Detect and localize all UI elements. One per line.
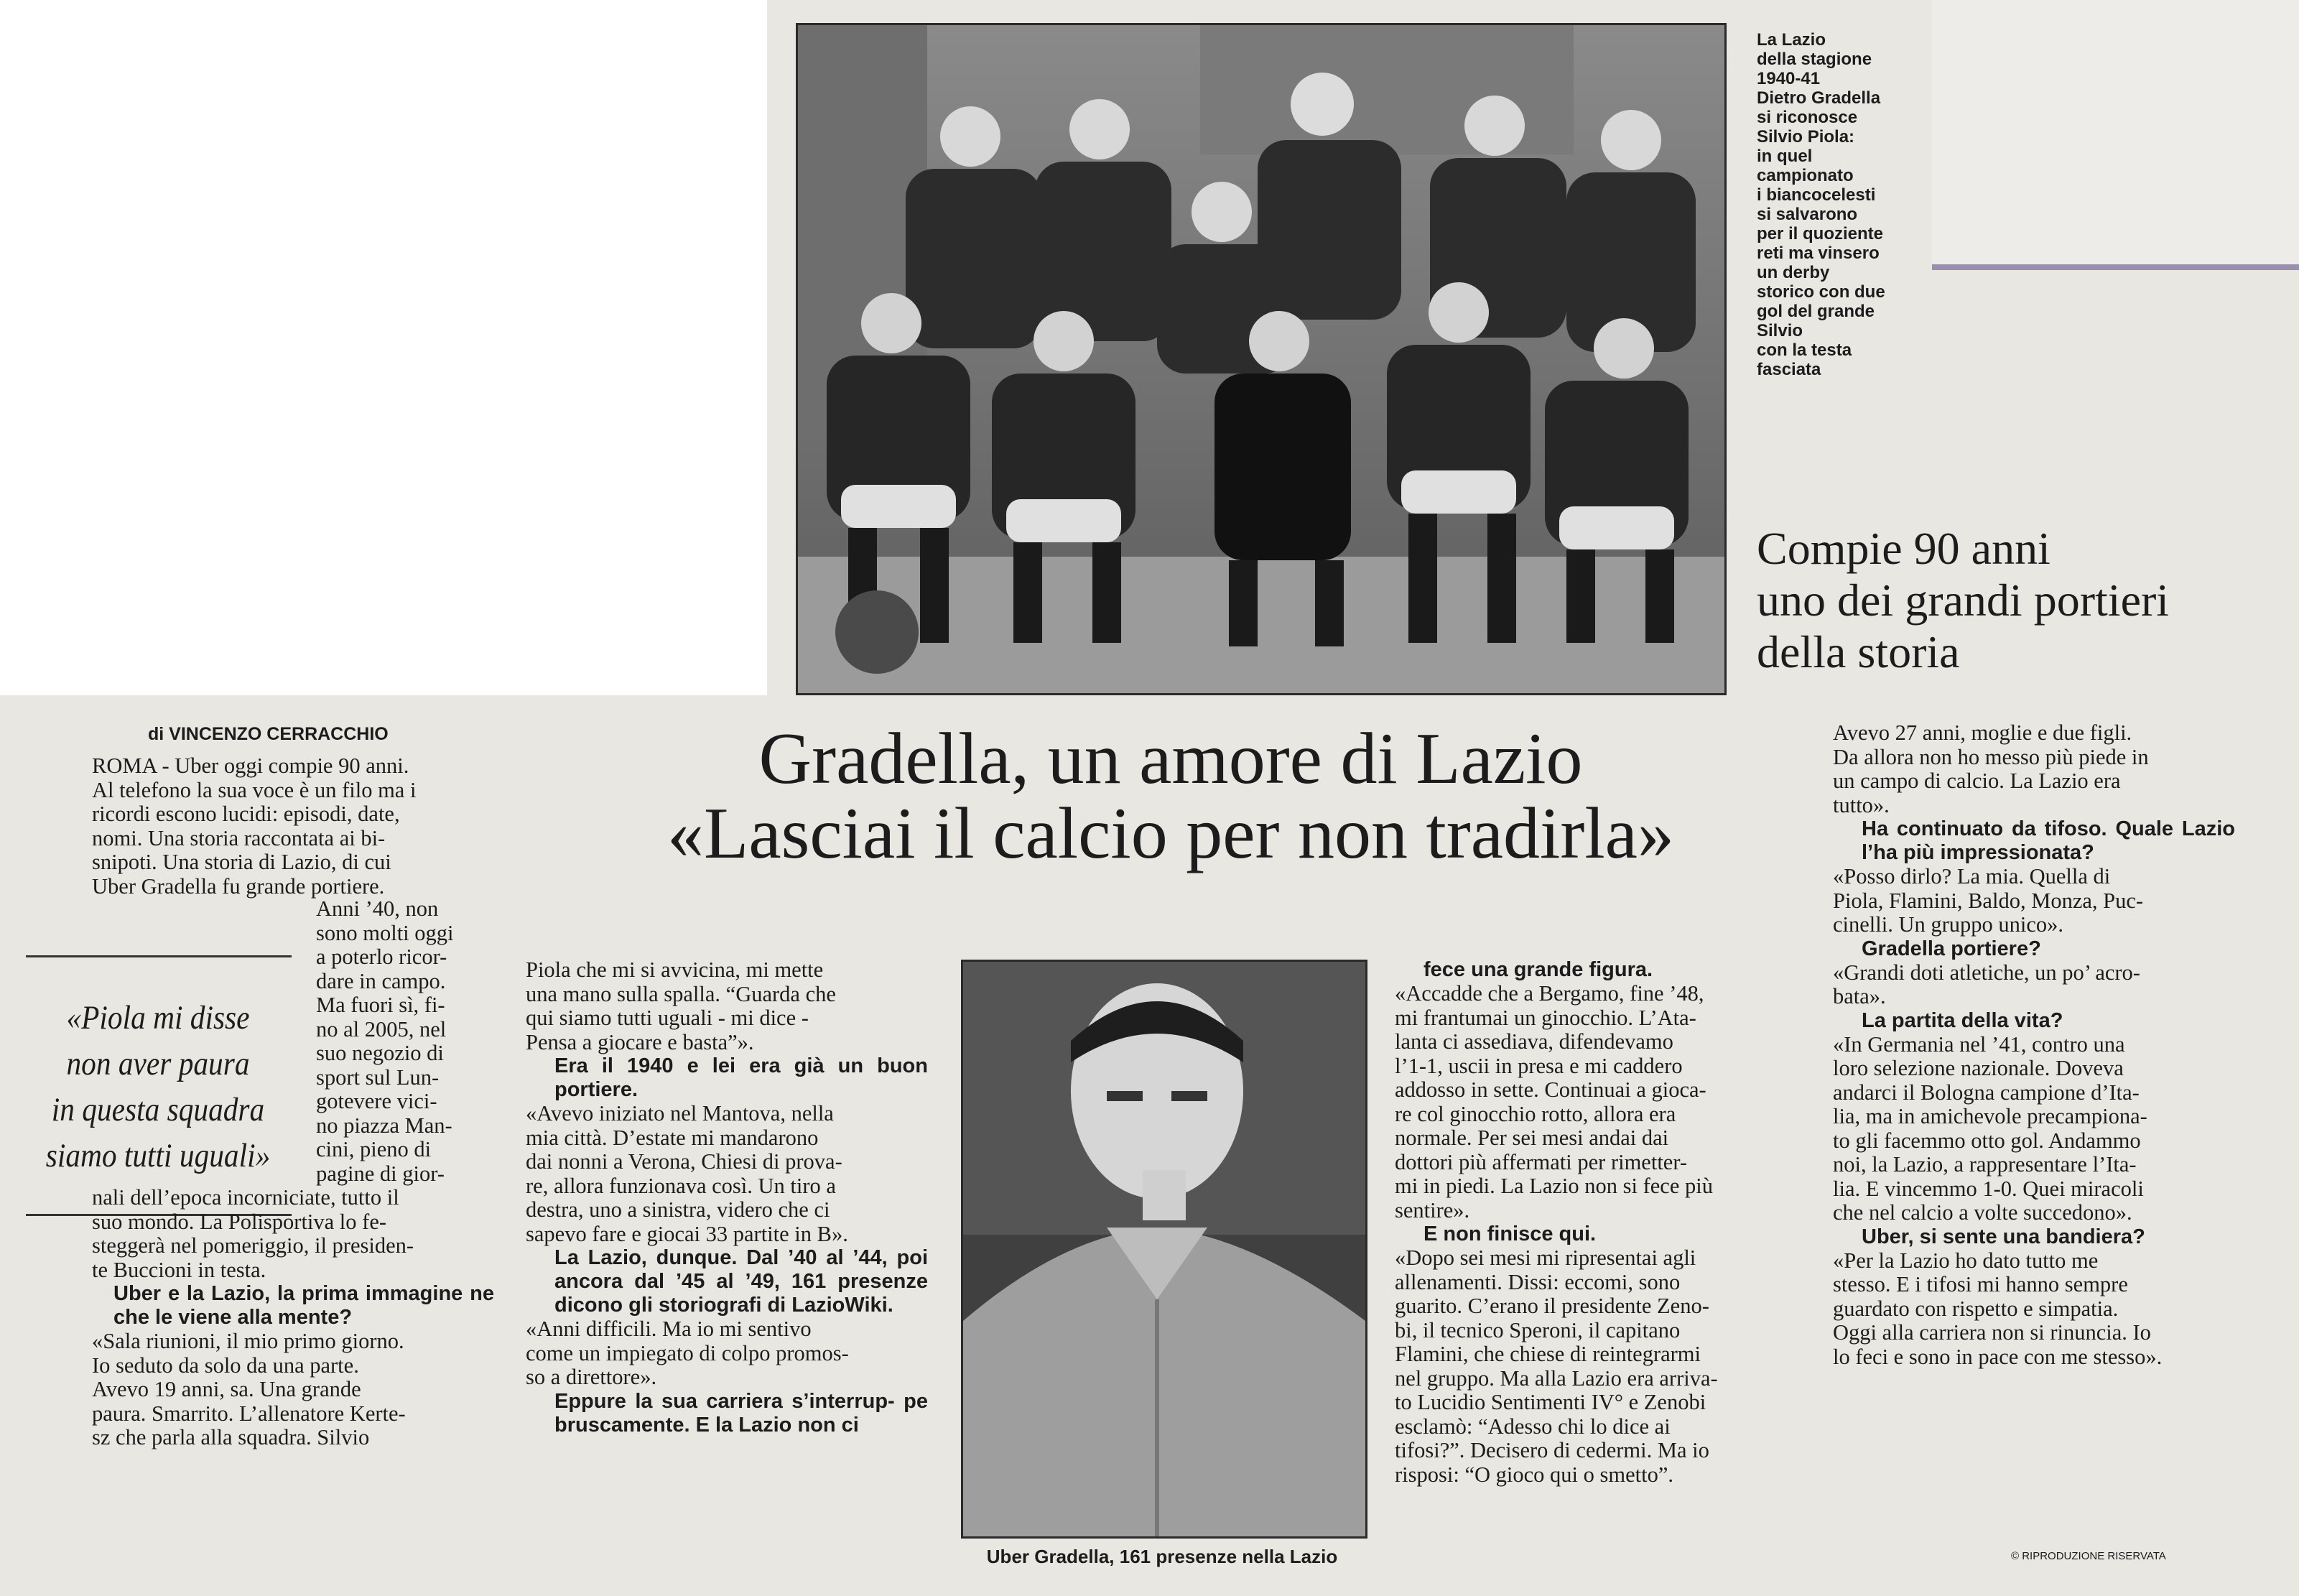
text-line: steggerà nel pomeriggio, il presiden- bbox=[92, 1233, 414, 1258]
text-line: lanta ci assediava, difendevamo bbox=[1395, 1029, 1673, 1054]
text-line: pagine di gior- bbox=[316, 1161, 445, 1186]
caption-line: 1940-41 bbox=[1757, 69, 1821, 88]
caption-line: Silvio bbox=[1757, 321, 1803, 340]
caption-line: un derby bbox=[1757, 263, 1830, 282]
interview-question: Era il 1940 e lei era già un buon portiere. bbox=[554, 1054, 928, 1101]
text-line: lo feci e sono in pace con me stesso». bbox=[1833, 1344, 2163, 1369]
text-line: allenamenti. Dissi: eccomi, sono bbox=[1395, 1269, 1681, 1294]
text-line: «Per la Lazio ho dato tutto me bbox=[1833, 1248, 2099, 1273]
text-line: Al telefono la sua voce è un filo ma i bbox=[92, 777, 417, 802]
text-line: nomi. Una storia raccontata ai bi- bbox=[92, 825, 386, 850]
text-line: dare in campo. bbox=[316, 968, 446, 993]
text-line: dottori più affermati per rimetter- bbox=[1395, 1149, 1688, 1174]
text-line: risposi: “O gioco qui o smetto”. bbox=[1395, 1462, 1673, 1487]
text-line: sono molti oggi bbox=[316, 920, 454, 945]
text-line: cinelli. Un gruppo unico». bbox=[1833, 912, 2064, 937]
text-line: nel gruppo. Ma alla Lazio era arriva- bbox=[1395, 1365, 1718, 1391]
clipping-right-top-paper bbox=[1932, 0, 2299, 264]
column-1-top bbox=[92, 754, 494, 899]
caption-line: reti ma vinsero bbox=[1757, 243, 1880, 263]
column-3 bbox=[1395, 958, 1796, 1487]
text-line: sapevo fare e giocai 33 partite in B». bbox=[526, 1221, 848, 1246]
text-line: un campo di calcio. La Lazio era bbox=[1833, 769, 2121, 793]
text-line: mi frantumai un ginocchio. L’Ata- bbox=[1395, 1005, 1696, 1030]
text-line: so a direttore». bbox=[526, 1365, 657, 1389]
pull-quote-top-rule bbox=[26, 955, 292, 957]
text-line: ROMA - Uber oggi compie 90 anni. bbox=[92, 753, 409, 778]
caption-line: Silvio Piola: bbox=[1757, 127, 1855, 147]
caption-line: La Lazio bbox=[1757, 30, 1826, 50]
text-line: Uber Gradella fu grande portiere. bbox=[92, 873, 385, 899]
text-line: lia, ma in amichevole precampiona- bbox=[1833, 1104, 2147, 1128]
column-1-narrow bbox=[316, 897, 494, 1186]
text-line: mi in piedi. La Lazio non si fece più bbox=[1395, 1174, 1713, 1198]
interview-question: La partita della vita? bbox=[1862, 1008, 2063, 1032]
text-line: sz che parla alla squadra. Silvio bbox=[92, 1425, 370, 1449]
team-photo bbox=[796, 23, 1727, 695]
caption-line: in quel bbox=[1757, 147, 1813, 166]
text-line: sport sul Lun- bbox=[316, 1064, 440, 1090]
text-line: suo mondo. La Polisportiva lo fe- bbox=[92, 1209, 387, 1234]
text-line: una mano sulla spalla. “Guarda che bbox=[526, 981, 836, 1006]
text-line: Io seduto da solo da una parte. bbox=[92, 1353, 359, 1378]
text-line: andarci il Bologna campione d’Ita- bbox=[1833, 1080, 2140, 1105]
text-line: l’1-1, uscii in presa e mi caddero bbox=[1395, 1053, 1683, 1078]
portrait-photo bbox=[961, 960, 1367, 1539]
text-line: snipoti. Una storia di Lazio, di cui bbox=[92, 850, 391, 874]
text-line: to Lucidio Sentimenti IV° e Zenobi bbox=[1395, 1390, 1706, 1414]
text-line: bi, il tecnico Speroni, il capitano bbox=[1395, 1317, 1681, 1342]
text-line: Pensa a giocare e basta”». bbox=[526, 1029, 754, 1054]
kicker-line: della storia bbox=[1757, 626, 1960, 677]
text-line: bata». bbox=[1833, 984, 1886, 1008]
text-line: Da allora non ho messo più piede in bbox=[1833, 744, 2149, 769]
text-line: loro selezione nazionale. Doveva bbox=[1833, 1056, 2124, 1080]
text-line: «Grandi doti atletiche, un po’ acro- bbox=[1833, 960, 2140, 985]
text-line: «Posso dirlo? La mia. Quella di bbox=[1833, 864, 2111, 889]
caption-line: gol del grande bbox=[1757, 302, 1875, 321]
text-line: paura. Smarrito. L’allenatore Kerte- bbox=[92, 1401, 406, 1426]
text-line: mia città. D’estate mi mandarono bbox=[526, 1125, 819, 1150]
pull-quote bbox=[38, 995, 278, 1179]
portrait-caption: Uber Gradella, 161 presenze nella Lazio bbox=[986, 1546, 1338, 1567]
text-line: «Dopo sei mesi mi ripresentai agli bbox=[1395, 1245, 1696, 1270]
text-line: no al 2005, nel bbox=[316, 1016, 447, 1041]
text-line: Flamini, che chiese di reintegrarmi bbox=[1395, 1342, 1701, 1366]
text-line: stesso. E i tifosi mi hanno sempre bbox=[1833, 1272, 2128, 1296]
headline bbox=[524, 718, 1817, 874]
text-line: qui siamo tutti uguali - mi dice - bbox=[526, 1006, 809, 1030]
text-line: normale. Per sei mesi andai dai bbox=[1395, 1126, 1669, 1150]
text-line: come un impiegato di colpo promos- bbox=[526, 1340, 849, 1365]
interview-question: E non finisce qui. bbox=[1423, 1222, 1597, 1245]
text-line: guardato con rispetto e simpatia. bbox=[1833, 1296, 2119, 1321]
right-edge-rule bbox=[1932, 264, 2299, 270]
column-1-bottom bbox=[92, 1186, 494, 1450]
pull-quote-line: «Piola mi disse bbox=[66, 999, 250, 1036]
column-4 bbox=[1833, 721, 2235, 1369]
text-line: re col ginocchio rotto, allora era bbox=[1395, 1101, 1676, 1126]
headline-line-1: Gradella, un amore di Lazio bbox=[758, 718, 1583, 799]
text-line: Avevo 27 anni, moglie e due figli. bbox=[1833, 720, 2132, 745]
text-line: destra, uno a sinistra, videro che ci bbox=[526, 1197, 830, 1222]
text-line: sentire». bbox=[1395, 1197, 1470, 1222]
byline: di VINCENZO CERRACCHIO bbox=[148, 724, 389, 744]
text-line: dai nonni a Verona, Chiesi di prova- bbox=[526, 1149, 842, 1174]
interview-question: Ha continuato da tifoso. Quale Lazio l’ha più impressionata? bbox=[1862, 817, 2235, 864]
caption-line: fasciata bbox=[1757, 360, 1821, 379]
caption-line: con la testa bbox=[1757, 340, 1852, 360]
headline-line-2: «Lasciai il calcio per non tradirla» bbox=[667, 793, 1674, 874]
caption-line: per il quoziente bbox=[1757, 224, 1884, 243]
text-line: esclamò: “Adesso chi lo dice ai bbox=[1395, 1414, 1671, 1439]
text-line: Piola che mi si avvicina, mi mette bbox=[526, 957, 824, 982]
text-line: «Accadde che a Bergamo, fine ’48, bbox=[1395, 981, 1704, 1006]
text-line: gotevere vici- bbox=[316, 1089, 437, 1113]
text-line: «In Germania nel ’41, contro una bbox=[1833, 1031, 2125, 1057]
column-2 bbox=[526, 958, 928, 1437]
text-line: guarito. C’erano il presidente Zeno- bbox=[1395, 1294, 1709, 1318]
text-line: noi, la Lazio, a rappresentare l’Ita- bbox=[1833, 1152, 2137, 1177]
text-line: «Sala riunioni, il mio primo giorno. bbox=[92, 1329, 404, 1353]
interview-question: fece una grande figura. bbox=[1423, 958, 1653, 981]
interview-question: Eppure la sua carriera s’interrup- pe bruscamente. E la Lazio non ci bbox=[554, 1389, 928, 1437]
pull-quote-line: non aver paura bbox=[66, 1045, 250, 1082]
kicker-line: Compie 90 anni bbox=[1757, 523, 2050, 574]
copyright-notice: © RIPRODUZIONE RISERVATA bbox=[2011, 1550, 2166, 1562]
text-line: nali dell’epoca incorniciate, tutto il bbox=[92, 1185, 399, 1210]
interview-question: La Lazio, dunque. Dal ’40 al ’44, poi ancora dal ’45 al ’49, 161 presenze dicono gli storiografi di LazioWiki. bbox=[554, 1246, 928, 1317]
text-line: Ma fuori sì, fi- bbox=[316, 993, 445, 1017]
text-line: te Buccioni in testa. bbox=[92, 1257, 266, 1282]
caption-line: della stagione bbox=[1757, 50, 1872, 69]
text-line: «Anni difficili. Ma io mi sentivo bbox=[526, 1317, 812, 1341]
text-line: tutto». bbox=[1833, 792, 1890, 817]
text-line: ricordi escono lucidi: episodi, date, bbox=[92, 802, 400, 826]
team-photo-caption bbox=[1757, 30, 1922, 379]
interview-question: Gradella portiere? bbox=[1862, 937, 2041, 960]
caption-line: i biancocelesti bbox=[1757, 185, 1876, 205]
text-line: to gli facemmo otto gol. Andammo bbox=[1833, 1128, 2141, 1153]
text-line: tifosi?”. Decisero di cedermi. Ma io bbox=[1395, 1438, 1709, 1462]
text-line: che nel calcio a volte succedono». bbox=[1833, 1200, 2132, 1225]
text-line: Anni ’40, non bbox=[316, 896, 439, 921]
text-line: cini, pieno di bbox=[316, 1137, 432, 1161]
kicker bbox=[1757, 523, 2288, 678]
caption-line: campionato bbox=[1757, 166, 1854, 185]
interview-question: Uber e la Lazio, la prima immagine ne che le viene alla mente? bbox=[113, 1282, 494, 1329]
caption-line: storico con due bbox=[1757, 282, 1885, 302]
text-line: lia. E vincemmo 1-0. Quei miracoli bbox=[1833, 1176, 2144, 1201]
portrait-image bbox=[963, 962, 1365, 1536]
pull-quote-line: siamo tutti uguali» bbox=[45, 1137, 271, 1174]
caption-line: si riconosce bbox=[1757, 108, 1858, 127]
caption-line: Dietro Gradella bbox=[1757, 88, 1881, 108]
text-line: re, allora funzionava così. Un tiro a bbox=[526, 1173, 836, 1198]
text-line: Piola, Flamini, Baldo, Monza, Puc- bbox=[1833, 888, 2144, 913]
text-line: suo negozio di bbox=[316, 1041, 444, 1065]
football-icon bbox=[835, 590, 919, 674]
text-line: Avevo 19 anni, sa. Una grande bbox=[92, 1377, 361, 1401]
pull-quote-line: in questa squadra bbox=[51, 1091, 265, 1128]
text-line: «Avevo iniziato nel Mantova, nella bbox=[526, 1101, 834, 1126]
text-line: no piazza Man- bbox=[316, 1113, 452, 1138]
kicker-line: uno dei grandi portieri bbox=[1757, 575, 2170, 626]
text-line: a poterlo ricor- bbox=[316, 945, 447, 969]
text-line: Oggi alla carriera non si rinuncia. Io bbox=[1833, 1320, 2151, 1345]
caption-line: si salvarono bbox=[1757, 205, 1858, 224]
team-photo-image bbox=[798, 25, 1724, 693]
interview-question: Uber, si sente una bandiera? bbox=[1862, 1225, 2145, 1248]
text-line: addosso in sette. Continuai a gioca- bbox=[1395, 1077, 1706, 1102]
